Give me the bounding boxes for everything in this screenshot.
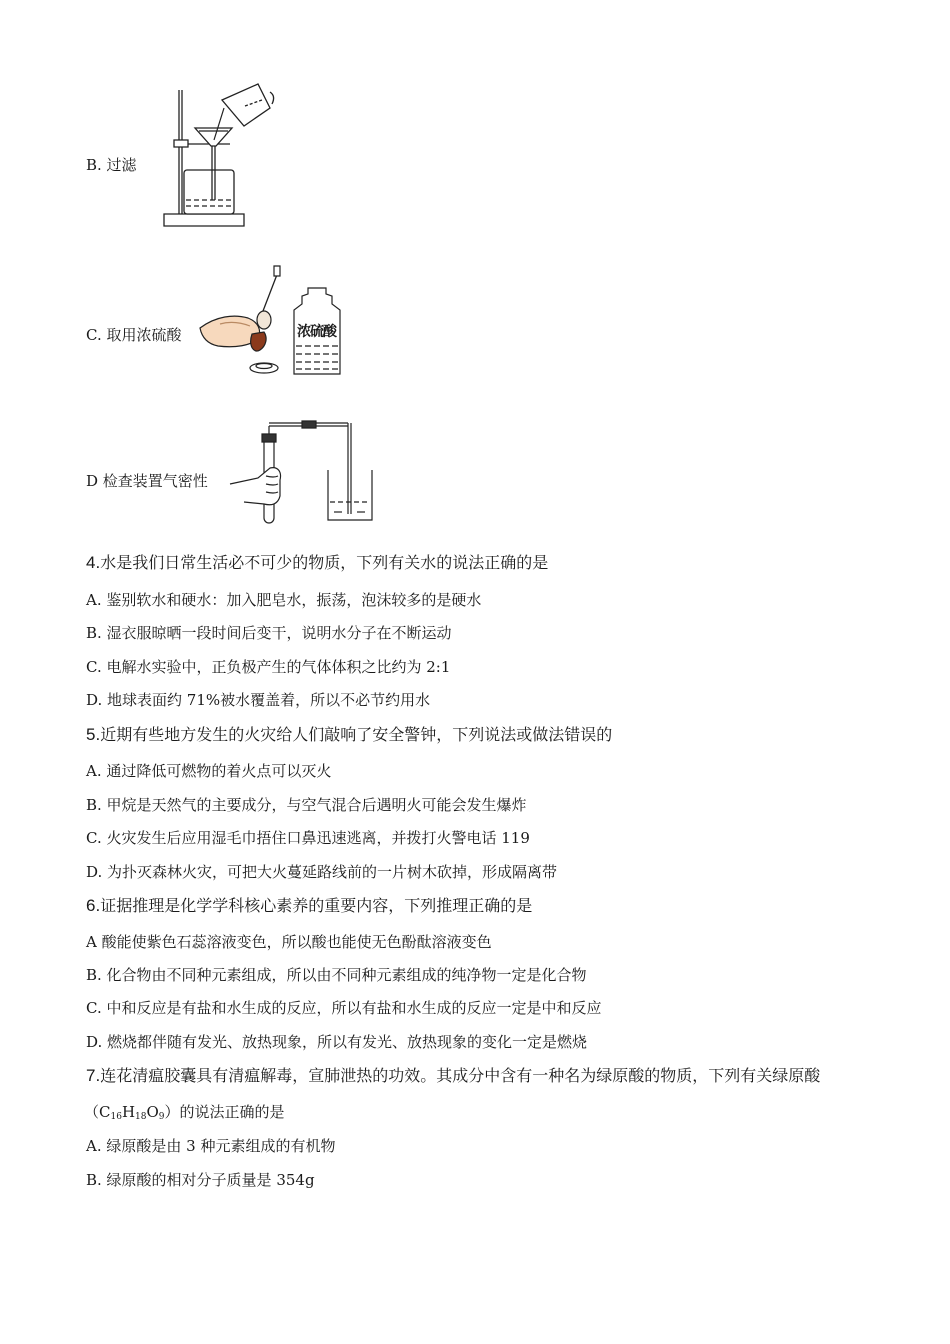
question-7	[86, 1065, 820, 1087]
formula-open: （C	[84, 1103, 111, 1121]
question-6-option-a: A 酸能使紫色石蕊溶液变色，所以酸也能使无色酚酞溶液变色	[86, 933, 492, 951]
formula-o-subscript: 9	[158, 1112, 165, 1122]
question-6-option-d: D. 燃烧都伴随有发光、放热现象，所以有发光、放热现象的变化一定是燃烧	[86, 1033, 588, 1051]
question-5	[86, 724, 612, 746]
formula-close: ）的说法正确的是	[164, 1103, 285, 1121]
option-d-airtight-label: D 检查装置气密性	[86, 472, 208, 490]
question-number: 7.	[86, 1066, 101, 1085]
option-c-acid-label: C. 取用浓硫酸	[86, 326, 182, 344]
question-text: 连花清瘟胶囊具有清瘟解毒，宣肺泄热的功效。其成分中含有一种名为绿原酸的物质，下列有关绿原酸	[100, 1066, 821, 1085]
question-5-option-a: A. 通过降低可燃物的着火点可以灭火	[86, 762, 332, 780]
question-5-option-b: B. 甲烷是天然气的主要成分，与空气混合后遇明火可能会发生爆炸	[86, 796, 527, 814]
airtightness-check-figure	[224, 418, 379, 530]
question-number: 6.	[86, 896, 101, 915]
question-6-option-b: B. 化合物由不同种元素组成，所以由不同种元素组成的纯净物一定是化合物	[86, 966, 587, 984]
question-number: 5.	[86, 725, 101, 744]
option-b-filtration-label: B. 过滤	[86, 156, 137, 174]
question-4-option-b: B. 湿衣服晾晒一段时间后变干，说明水分子在不断运动	[86, 624, 452, 642]
question-text: 证据推理是化学学科核心素养的重要内容，下列推理正确的是	[100, 896, 533, 915]
question-7-option-b: B. 绿原酸的相对分子质量是 354g	[86, 1171, 315, 1189]
question-text: 近期有些地方发生的火灾给人们敲响了安全警钟，下列说法或做法错误的	[100, 725, 613, 744]
formula-o: O	[146, 1103, 159, 1121]
question-4	[86, 552, 548, 574]
question-text: 水是我们日常生活必不可少的物质，下列有关水的说法正确的是	[100, 553, 549, 572]
formula-h: H	[121, 1103, 136, 1121]
question-7-option-a: A. 绿原酸是由 3 种元素组成的有机物	[86, 1137, 336, 1155]
question-4-option-a: A. 鉴别软水和硬水：加入肥皂水，振荡，泡沫较多的是硬水	[86, 591, 482, 609]
acid-bottle-label: 浓硫酸	[297, 324, 336, 340]
concentrated-acid-figure	[198, 262, 358, 380]
formula-h-subscript: 18	[135, 1112, 147, 1122]
question-5-option-d: D. 为扑灭森林火灾，可把大火蔓延路线前的一片树木砍掉，形成隔离带	[86, 863, 558, 881]
question-6	[86, 895, 532, 917]
question-5-option-c: C. 火灾发生后应用湿毛巾捂住口鼻迅速逃离，并拨打火警电话 119	[86, 829, 530, 847]
question-number: 4.	[86, 553, 101, 572]
question-6-option-c: C. 中和反应是有盐和水生成的反应，所以有盐和水生成的反应一定是中和反应	[86, 999, 602, 1017]
formula-c-subscript: 16	[110, 1112, 122, 1122]
question-4-option-c: C. 电解水实验中，正负极产生的气体体积之比约为 2:1	[86, 658, 451, 676]
filtration-apparatus-figure	[160, 78, 280, 230]
question-7-formula-line	[84, 1102, 285, 1127]
question-4-option-d: D. 地球表面约 71%被水覆盖着，所以不必节约用水	[86, 691, 431, 709]
